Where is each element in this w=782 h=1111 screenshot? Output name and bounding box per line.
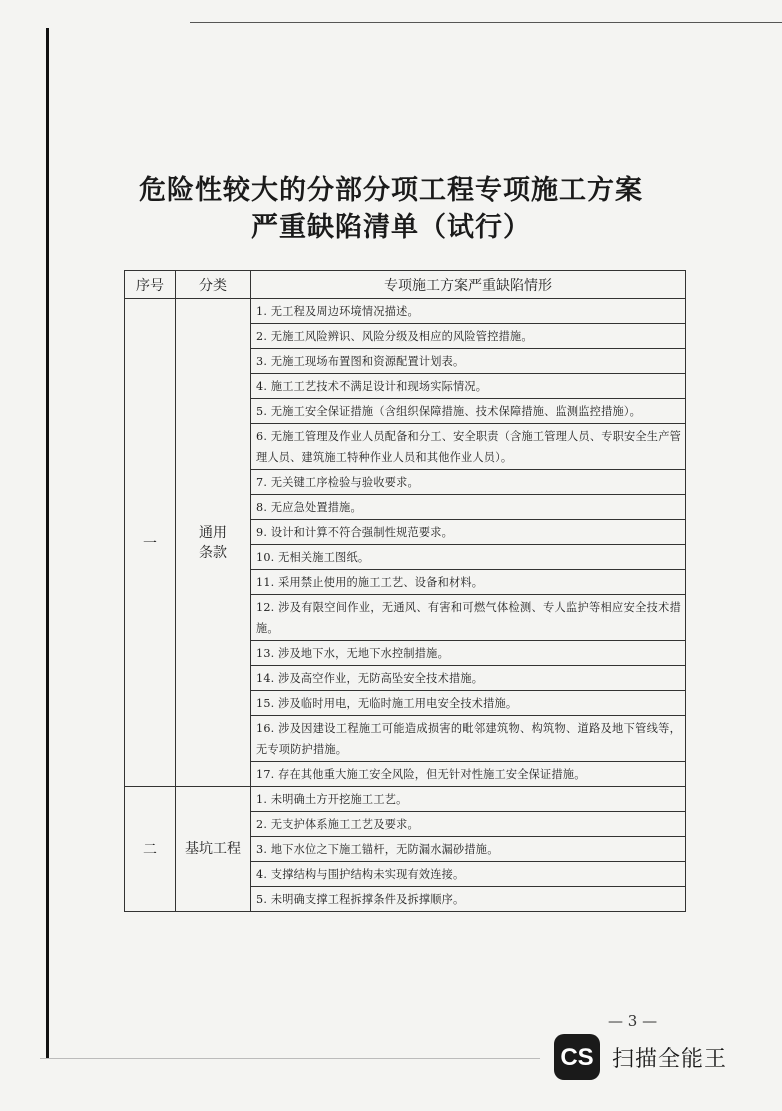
page-edge-top: [190, 22, 782, 23]
defect-item-cell: 3. 无施工现场布置图和资源配置计划表。: [251, 349, 686, 374]
group-category-cell: 基坑工程: [176, 787, 251, 912]
svg-text:CS: CS: [560, 1044, 594, 1071]
defect-item-cell: 9. 设计和计算不符合强制性规范要求。: [251, 520, 686, 545]
defect-item-cell: 14. 涉及高空作业，无防高坠安全技术措施。: [251, 666, 686, 691]
document-title-line1: 危险性较大的分部分项工程专项施工方案: [139, 175, 643, 206]
table-header-row: [125, 271, 686, 299]
group-category-cell: 通用 条款: [176, 299, 251, 787]
defect-item-cell: 15. 涉及临时用电，无临时施工用电安全技术措施。: [251, 691, 686, 716]
defect-item-cell: 4. 施工工艺技术不满足设计和现场实际情况。: [251, 374, 686, 399]
scanner-watermark: [554, 1034, 727, 1080]
defect-item-cell: 1. 无工程及周边环境情况描述。: [251, 299, 686, 324]
defect-item-cell: 13. 涉及地下水，无地下水控制措施。: [251, 641, 686, 666]
defects-table: [124, 270, 686, 912]
defect-item-cell: 17. 存在其他重大施工安全风险，但无针对性施工安全保证措施。: [251, 762, 686, 787]
defect-item-cell: 6. 无施工管理及作业人员配备和分工、安全职责（含施工管理人员、专职安全生产管理人员、建筑施工特种作业人员和其他作业人员）。: [251, 424, 686, 470]
defect-item-cell: 2. 无施工风险辨识、风险分级及相应的风险管控措施。: [251, 324, 686, 349]
table-row: [125, 787, 686, 812]
defect-item-cell: 5. 未明确支撑工程拆撑条件及拆撑顺序。: [251, 887, 686, 912]
camscanner-logo-icon: [554, 1034, 600, 1080]
defect-item-cell: 12. 涉及有限空间作业，无通风、有害和可燃气体检测、专人监护等相应安全技术措施。: [251, 595, 686, 641]
page-number: — 3 —: [608, 1012, 658, 1030]
defect-item-cell: 2. 无支护体系施工工艺及要求。: [251, 812, 686, 837]
table-body: [125, 299, 686, 912]
defect-item-cell: 8. 无应急处置措施。: [251, 495, 686, 520]
table-row: [125, 299, 686, 324]
page-edge-bottom: [40, 1058, 540, 1059]
defect-item-cell: 5. 无施工安全保证措施（含组织保障措施、技术保障措施、监测监控措施）。: [251, 399, 686, 424]
defect-item-cell: 4. 支撑结构与围护结构未实现有效连接。: [251, 862, 686, 887]
defect-item-cell: 16. 涉及因建设工程施工可能造成损害的毗邻建筑物、构筑物、道路及地下管线等，无专项防护措施。: [251, 716, 686, 762]
defect-item-cell: 3. 地下水位之下施工锚杆，无防漏水漏砂措施。: [251, 837, 686, 862]
header-seq: 序号: [125, 271, 176, 299]
defect-item-cell: 10. 无相关施工图纸。: [251, 545, 686, 570]
defect-item-cell: 1. 未明确土方开挖施工工艺。: [251, 787, 686, 812]
header-description: 专项施工方案严重缺陷情形: [251, 271, 686, 299]
document-title-line2: 严重缺陷清单（试行）: [251, 212, 531, 243]
group-seq-cell: 二: [125, 787, 176, 912]
scanner-app-name: 扫描全能王: [612, 1046, 728, 1072]
header-category: 分类: [176, 271, 251, 299]
defect-item-cell: 11. 采用禁止使用的施工工艺、设备和材料。: [251, 570, 686, 595]
defect-item-cell: 7. 无关键工序检验与验收要求。: [251, 470, 686, 495]
group-seq-cell: 一: [125, 299, 176, 787]
